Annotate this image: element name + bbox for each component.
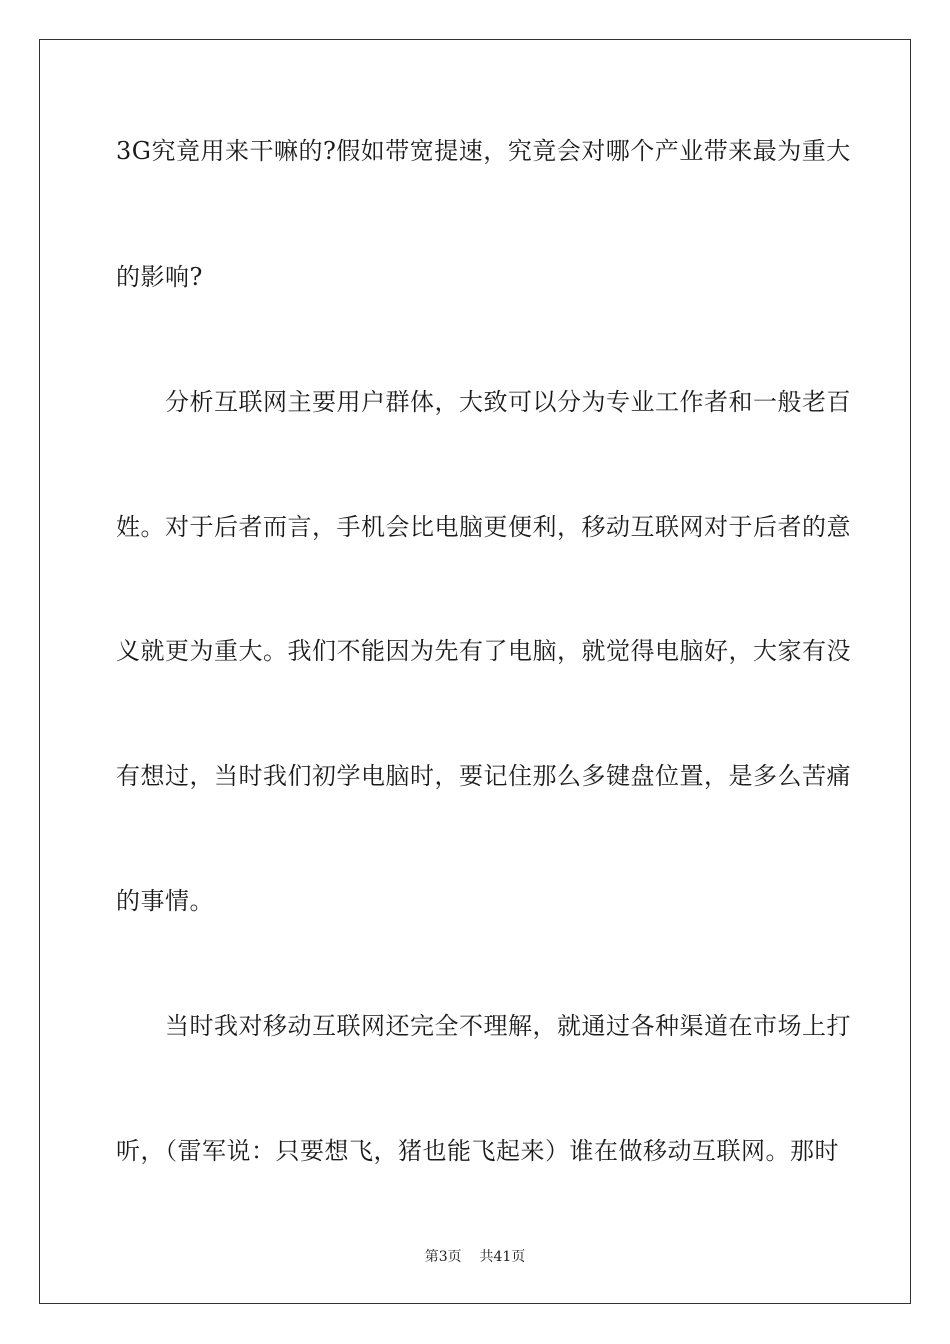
page-number: 第3页 (424, 1249, 462, 1265)
text-line: 听，（雷军说：只要想飞，猪也能飞起来）谁在做移动互联网。那时 (116, 1137, 839, 1165)
text-line: 的事情。 (116, 887, 214, 915)
text-line: 的影响? (116, 263, 203, 291)
text-line: 有想过，当时我们初学电脑时，要记住那么多键盘位置，是多么苦痛 (116, 762, 851, 790)
text-line: 义就更为重大。我们不能因为先有了电脑，就觉得电脑好，大家有没 (116, 637, 851, 665)
text-line: 3G究竟用来干嘛的?假如带宽提速，究竟会对哪个产业带来最为重大 (116, 137, 851, 165)
text-line: 分析互联网主要用户群体，大致可以分为专业工作者和一般老百 (116, 388, 851, 416)
page-border (39, 39, 911, 1304)
text-line: 姓。对于后者而言，手机会比电脑更便利，移动互联网对于后者的意 (116, 513, 851, 541)
page-footer (0, 1248, 950, 1266)
page-total: 共41页 (479, 1249, 526, 1265)
text-line: 当时我对移动互联网还完全不理解，就通过各种渠道在市场上打 (116, 1012, 851, 1040)
